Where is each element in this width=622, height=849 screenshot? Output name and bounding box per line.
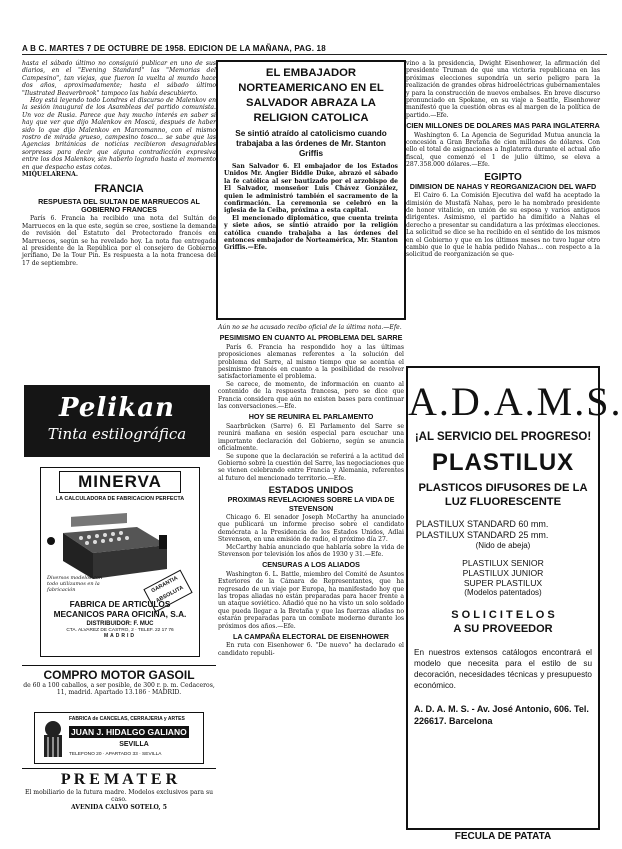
article-body: Hoy está leyendo todo Londres el discurso de Malenkov en la sesión inaugural de los Asambleas del partido comunista. Un voz de Rusia. Parece que hay mucho interés en saber si hay que ver que dijo Malenkov en Moscú, después de haber sido lo que dijo Malenkov en Marcomanno, con el mismo rostro de mirada grueso, campesino tosco... se sabe que las Agencias británicas de noticias recibieron desagradables sorpresas para decir que alguna contradicción expresiva entre los dos Malenkov, sin haberlo logrado hasta el momento en que despacho estas cotas. <box>22 97 216 171</box>
ad-compro-motor <box>22 665 216 711</box>
garantia-badge: GARANTIA ABSOLUTA <box>143 570 192 613</box>
headline-campana: LA CAMPAÑA ELECTORAL DE EISENHOWER <box>233 632 389 642</box>
calculator-icon <box>47 513 167 579</box>
pelikan-tagline: Tinta estilográfica <box>47 425 187 443</box>
headline-estados-unidos: ESTADOS UNIDOS <box>268 485 354 497</box>
premater-body: El mobiliario de la futura madre. Modelos exclusivos para su caso. <box>24 789 214 804</box>
headline-parlamento: HOY SE REUNIRA EL PARLAMENTO <box>248 412 374 422</box>
juan-name: JUAN J. HIDALGO GALIANO <box>71 727 187 737</box>
adams-solicitelos: S O L I C I T E L O S <box>451 609 555 621</box>
article-intro: hasta el sábado último no consiguió publicar en uno de sus diarios, en el "Evening Standard" las "Memorias del Campesino", tan viejas, que fueron la vuelta al mundo hace dos años, aproximadamente; hasta el sábado último "Ilustrated Beaverbrook" tampoco las había descubierto. <box>22 60 216 97</box>
article-parlamento-2: Se supone que la declaración se referirá a la actitud del Gobierno sobre la cuestión del Sarre, las negociaciones que se vienen celebrando entre Francia y Alemania, referentes al futuro del mencionado territorio.—Efe. <box>218 452 404 482</box>
adams-product: PLASTILUX <box>431 449 575 476</box>
article-censuras: Washington 6. L. Battle, miembro del Comité de Asuntos Exteriores de la Cámara de Representantes, que ha regresado de un viaje por Europa, ha manifestado hoy que las tropas aliadas no están preparadas para hacer frente a un ataque soviético. Añadió que no ha visto un solo soldado que pueda llegar a la Bretaña y que las fuerzas aliadas no estarán preparadas para un combate moderno durante los próximos dos años.—Efe. <box>218 570 404 630</box>
article-eisenhower-cont: vino a la presidencia, Dwight Eisenhower, la afirmación del presidente Truman de que una victoria republicana en las próximas elecciones supondría un serio peligro para la realización de grandes obras hidroeléctricas gubernamentales y para la construcción de nuevos embalses. En breve discurso pronunciado en Spokane, en su viaje a Seattle, Eisenhower manifestó que la cuestión obras es al margen de la política de partido.—Efe. <box>406 60 600 119</box>
juan-phone: TELEFONO 20 · APARTADO 33 · SEVILLA <box>69 752 162 757</box>
article-stevenson: Chicago 6. El senador Joseph McCarthy ha anunciado que publicará un informe preciso sobre el candidato demócrata a la Presidencia de los Estados Unidos, Adlai Stevenson, en una emisión de radio, el próximo día 27. <box>218 513 404 544</box>
minerva-tagline: LA CALCULADORA DE FABRICACION PERFECTA <box>55 496 185 502</box>
headline-censuras: CENSURAS A LOS ALIADOS <box>262 560 360 570</box>
article-campana: En ruta con Eisenhower 6. "De nuevo" ha declarado el candidato republi- <box>218 642 404 657</box>
subhead-nahas: DIMISION DE NAHAS Y REORGANIZACION DEL WAFD <box>409 181 597 191</box>
headline-egipto: EGIPTO <box>484 171 522 183</box>
juan-line1: FABRICA de CANCELAS, CERRAJERIA y ARTES <box>69 716 185 722</box>
headline-francia: FRANCIA <box>94 182 144 195</box>
article-pesimismo-2: Se carece, de momento, de información en cuanto al contenido de la respuesta francesa, pero se dice que Francia considera que aún no existen bases para continuar las conversaciones.—Efe. <box>218 380 404 411</box>
article-cien-millones: Washington 6. La Agencia de Seguridad Mutua anuncia la concesión a Gran Bretaña de cien millones de dólares. Con ello el total de asignaciones a Inglaterra durante el actual año fiscal, que comenzó el 1 de julio último, se eleva a 287.358.000 dólares.—Efe. <box>406 131 600 169</box>
adams-standard-25: PLASTILUX STANDARD 25 mm. <box>416 530 549 540</box>
article-pesimismo: París 6. Francia ha respondido hoy a las últimas proposiciones alemanas referentes a la solución del problema del Sarre, al mismo tiempo que se acentúa el pesimismo francés en cuanto a la posibilidad de resolver satisfactoriamente el problema. <box>218 343 404 381</box>
ad-minerva <box>40 467 200 657</box>
subhead-embajador: Se sintió atraído al catolicismo cuando trabajaba a las órdenes de Mr. Stanton Griffis <box>235 129 387 158</box>
nota-end: Aún no se ha acusado recibo oficial de la última nota.—Efe. <box>218 324 402 331</box>
gate-icon <box>39 719 67 759</box>
subhead-sultan: RESPUESTA DEL SULTAN DE MARRUECOS AL GOBIERNO FRANCES <box>38 196 200 214</box>
article-stevenson-2: McCarthy había anunciado que hablaría sobre la vida de Stevenson por televisión los años de 1930 y 31.—Efe. <box>218 543 404 558</box>
boxed-story-embajador <box>216 60 406 320</box>
adams-junior: PLASTILUX JUNIOR <box>462 568 544 578</box>
pelikan-logo: Pelikan <box>59 393 175 423</box>
compro-body: de 60 a 100 caballos, a ser posible, de 300 r. p. m. Cedaceros, 11, madrid. Apartado 13.186 · MADRID. <box>23 682 215 697</box>
headline-pesimismo: PESIMISMO EN CUANTO AL PROBLEMA DEL SARRE <box>219 333 403 343</box>
ad-pelikan <box>24 385 210 457</box>
premater-brand: P R E M A T E R <box>60 771 178 788</box>
column-left <box>22 60 216 360</box>
column-middle <box>218 324 404 839</box>
adams-standard-60: PLASTILUX STANDARD 60 mm. <box>416 519 549 529</box>
adams-super: SUPER PLASTILUX <box>463 578 543 588</box>
ad-juan-hidalgo <box>34 712 204 764</box>
article-francia: París 6. Francia ha recibido una nota del Sultán de Marruecos en la que este, según se cree, sostiene la demanda de revisión del Estatuto del Protectorado francés en Marruecos, según se ha revelado hoy. La nota fue entregada al presidente de la República por el consejero de Gobierno jerifiano, De la Tour Pin. Es respuesta a la nota francesa del 17 de septiembre. <box>22 215 216 267</box>
adams-brand: A.D.A.M.S. <box>408 379 622 424</box>
minerva-city: MADRID <box>104 633 136 639</box>
juan-city: SEVILLA <box>119 741 149 748</box>
compro-title: COMPRO MOTOR GASOIL <box>43 668 195 682</box>
article-egipto: El Cairo 6. La Comisión Ejecutiva del wafd ha aceptado la dimisión de Mustafá Nahas, pero le ha nombrado presidente de honor vitalicio, en unión de su esposa y varios antiguos dirigentes. Asimismo, el partido ha dimitido a Nahas el derecho a presentar su candidatura a las próximas elecciones. La solicitud se dice se ha recibido en el sentido de los mismos en el Gobierno y que en los últimos meses no tuvo lugar otro cambio que lo que le había pedido Nahas... con respecto a la solicitud de reorganización se que- <box>406 192 600 259</box>
adams-patentados: (Modelos patentados) <box>464 588 542 597</box>
signature: MIQUELARENA. <box>22 171 79 179</box>
headline-cien-millones: CIEN MILLONES DE DOLARES MAS PARA INGLATERRA <box>406 121 600 131</box>
article-parlamento: Saarbrücken (Sarre) 6. El Parlamento del Sarre se reunirá mañana en sesión especial para escuchar una importante declaración del Gobierno, según se anuncia oficialmente. <box>218 422 404 453</box>
column-right <box>406 60 600 360</box>
adams-senior: PLASTILUX SENIOR <box>462 558 544 568</box>
embajador-body-2: El mencionado diplomático, que cuenta treinta y siete años, se sintió atraído por la religión católica cuando trabajaba a las órdenes del entonces embajador de Norteamérica, Mr. Stanton Griffis.—Efe. <box>224 214 398 252</box>
minerva-maker: FABRICA DE ARTICULOS MECANICOS PARA OFICINA, S.A. <box>53 599 187 619</box>
page-header: A B C. MARTES 7 DE OCTUBRE DE 1958. EDICION DE LA MAÑANA, PAG. 18 <box>22 44 607 55</box>
ad-fecula <box>406 832 600 848</box>
premater-address: AVENIDA CALVO SOTELO, 5 <box>70 803 167 811</box>
adams-body: En nuestros extensos catálogos encontrará el modelo que necesita para el estilo de su decoración, necesidades técnicas y presupuesto económico. <box>414 648 592 690</box>
minerva-small-text: Diversos modelos con todo utilizamos en la fabricación <box>47 575 103 593</box>
embajador-body: San Salvador 6. El embajador de los Estados Unidos Mr. Angier Biddle Duke, abrazó el sábado la fe católica al ser bautizado por el arzobispo de El Salvador, monseñor Luis Chávez González, quien le administró también el sacramento de la confirmación. La ceremonia se celebró en la iglesia de la Ceiba, próxima a esta capital. <box>224 163 398 215</box>
adams-nido: (Nido de abeja) <box>475 541 531 550</box>
fecula-title: FECULA DE PATATA <box>454 831 552 842</box>
adams-address: A. D. A. M. S. - Av. José Antonio, 606. Tel. 226617. Barcelona <box>414 704 589 726</box>
ad-premater <box>22 768 216 829</box>
adams-slogan: ¡AL SERVICIO DEL PROGRESO! <box>414 431 592 443</box>
subhead-stevenson: PROXIMAS REVELACIONES SOBRE LA VIDA DE STEVENSON <box>227 495 395 513</box>
adams-proveedor: A SU PROVEEDOR <box>453 623 553 635</box>
adams-desc: PLASTICOS DIFUSORES DE LA LUZ FLUORESCENTE <box>418 482 588 508</box>
minerva-distributor: DISTRIBUIDOR: F. MUC <box>86 621 154 627</box>
minerva-brand: MINERVA <box>59 471 181 493</box>
ad-adams <box>406 366 622 830</box>
headline-embajador: EL EMBAJADOR NORTEAMERICANO EN EL SALVADOR ABRAZA LA RELIGION CATOLICA <box>238 67 384 124</box>
minerva-address: CTA. ALVAREZ DE CASTRO, 2 · TELEF. 22 17 76 <box>66 628 174 633</box>
